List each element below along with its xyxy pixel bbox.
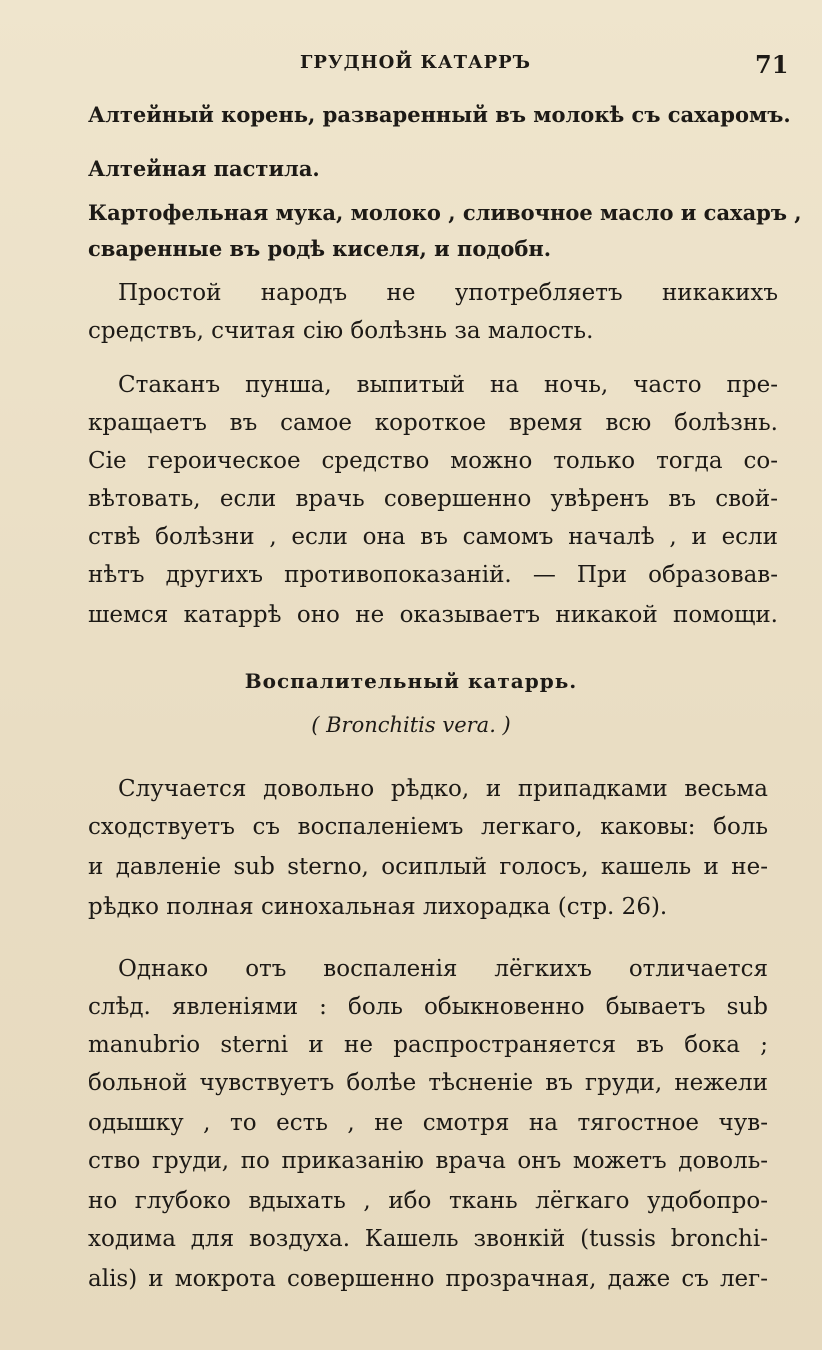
text-line: Алтейный корень, разваренный въ молокѣ съ сахаромъ. — [88, 102, 791, 127]
running-title: ГРУДНОЙ КАТАРРЪ — [300, 52, 531, 73]
text-line: ствѣ болѣзни , если она въ самомъ началѣ , и если — [88, 524, 778, 550]
text-line: одышку , то есть , не смотря на тягостное чув- — [88, 1110, 768, 1136]
text-line: сходствуетъ съ воспаленіемъ легкаго, каковы: боль — [88, 814, 768, 840]
text-line: и давленіе sub sterno, осиплый голосъ, кашель и не- — [88, 854, 768, 880]
text-line: средствъ, считая сію болѣзнь за малость. — [88, 318, 594, 344]
text-line: ство груди, по приказанію врача онъ можетъ доволь- — [88, 1148, 768, 1174]
text-line: вѣтовать, если врачь совершенно увѣренъ въ свой- — [88, 486, 778, 512]
text-line: Алтейная пастила. — [88, 156, 320, 181]
text-line: шемся катаррѣ оно не оказываетъ никакой помощи. — [88, 602, 778, 628]
page-header — [0, 50, 822, 80]
section-subheading: ( Bronchitis vera. ) — [311, 713, 511, 737]
text-line: manubrio sterni и не распространяется въ бока ; — [88, 1032, 768, 1058]
text-line: Сіе героическое средство можно только тогда со- — [88, 448, 778, 474]
page-number: 71 — [755, 50, 789, 79]
text-line: нѣтъ другихъ противопоказаній. — При образовав- — [88, 562, 778, 588]
text-line: сваренные въ родѣ киселя, и подобн. — [88, 236, 552, 261]
text-line: слѣд. явленіями : боль обыкновенно бываетъ sub — [88, 994, 768, 1020]
text-line: ходима для воздуха. Кашель звонкій (tussis bronchi- — [88, 1226, 768, 1252]
text-line: Однако отъ воспаленія лёгкихъ отличается — [118, 956, 768, 982]
text-line: Случается довольно рѣдко, и припадками весьма — [118, 776, 768, 802]
text-line: Картофельная мука, молоко , сливочное масло и сахаръ , — [88, 200, 802, 225]
text-line: Простой народъ не употребляетъ никакихъ — [118, 280, 778, 306]
text-line: больной чувствуетъ болѣе тѣсненіе въ груди, нежели — [88, 1070, 768, 1096]
text-line: alis) и мокрота совершенно прозрачная, даже съ лег- — [88, 1266, 768, 1292]
section-heading: Воспалительный катаррь. — [244, 669, 578, 693]
text-line: Стаканъ пунша, выпитый на ночь, часто пре- — [118, 372, 778, 398]
text-line: кращаетъ въ самое короткое время всю болѣзнь. — [88, 410, 778, 436]
text-line: но глубоко вдыхать , ибо ткань лёгкаго удобопро- — [88, 1188, 768, 1214]
text-line: рѣдко полная синохальная лихорадка (стр. 26). — [88, 894, 668, 920]
